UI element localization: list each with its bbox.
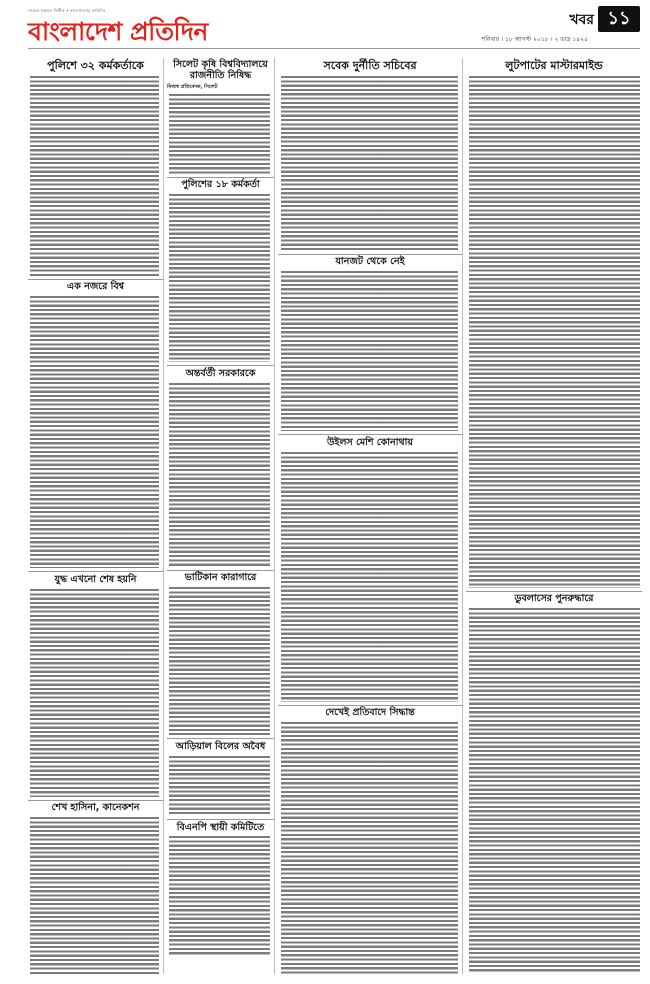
newspaper-logo: বাংলাদেশ প্রতিদিন xyxy=(28,17,208,46)
section-label: খবর xyxy=(569,12,594,28)
headline-wills: উইলস মেশি কোনাথায় xyxy=(327,436,413,448)
masthead-tagline: সত্যের সন্ধানে নির্ভীক • বাংলাদেশের প্রতিদিন xyxy=(28,8,106,13)
column-divider xyxy=(466,591,642,592)
headline-sylhet-agri-university: সিলেট কৃষি বিশ্ববিদ্যালয়ে রাজনীতি নিষিদ্ধ xyxy=(173,59,268,81)
article-body-arial-beel xyxy=(169,756,270,816)
column-divider xyxy=(28,800,163,801)
article-body-protest-decision xyxy=(281,722,458,974)
column-center xyxy=(278,58,463,974)
headline-war-not-over: যুদ্ধ এখনো শেষ হয়নি xyxy=(54,573,137,585)
article-body-war-not-over xyxy=(30,589,159,797)
article-body-bnp-standing-committee xyxy=(169,836,270,956)
dateline: শনিবার । ১৮ আগস্ট ২০১৮ । ২ ভাদ্র ১৪২৫ xyxy=(481,36,588,43)
masthead xyxy=(0,0,650,58)
column-divider xyxy=(28,571,163,572)
column-divider xyxy=(278,434,462,435)
byline-sylhet: নিজস্ব প্রতিবেদক, সিলেট xyxy=(167,83,218,90)
article-body-recovery xyxy=(469,608,640,973)
article-body-wills xyxy=(281,452,458,702)
article-body-vatican-prison xyxy=(169,587,270,735)
column-divider xyxy=(167,738,274,739)
column-divider xyxy=(167,365,274,366)
column-divider xyxy=(167,819,274,820)
article-body-sheikh-hasina xyxy=(30,817,159,974)
column-divider xyxy=(167,570,274,571)
column-divider xyxy=(28,279,163,280)
headline-arial-beel: আড়িয়াল বিলের অবৈধ xyxy=(175,740,266,752)
article-body-world-glance xyxy=(30,296,159,568)
article-body-traffic xyxy=(281,271,458,431)
headline-interim-government: অন্তর্বর্তী সরকারকে xyxy=(185,367,256,379)
column-left xyxy=(28,58,164,974)
headline-bnp-standing-committee: বিএনপি স্থায়ী কমিটিতে xyxy=(176,821,265,833)
page-number-badge: ১১ xyxy=(598,6,640,32)
headline-vatican-prison: ভাটিকান কারাগারে xyxy=(184,572,257,584)
masthead-rule xyxy=(28,48,640,49)
article-body-police-32 xyxy=(30,76,159,276)
headline-mastermind: লুটপাটের মাস্টারমাইন্ড xyxy=(505,59,603,72)
headline-protest-decision: দেখেই প্রতিবাদে সিদ্ধান্ত xyxy=(325,707,415,719)
headline-recovery: ডুবলাসের পুনরুদ্ধারে xyxy=(514,593,594,605)
article-body-sylhet xyxy=(169,94,270,174)
headline-police-18: পুলিশের ১৮ কর্মকর্তা xyxy=(181,179,260,191)
headline-police-32: পুলিশে ৩২ কর্মকর্তাকে xyxy=(47,59,144,72)
article-body-mastermind xyxy=(469,76,640,588)
article-body-interim-government xyxy=(169,383,270,567)
headline-world-glance: এক নজরে বিশ্ব xyxy=(66,281,125,293)
column-divider xyxy=(167,177,274,178)
headline-traffic: যানজট থেকে নেই xyxy=(335,256,405,268)
article-body-police-18 xyxy=(169,194,270,362)
headline-sheikh-hasina: শেখ হাসিনা, কানেকশন xyxy=(51,802,140,814)
column-right xyxy=(466,58,642,974)
column-divider xyxy=(278,705,462,706)
column-divider xyxy=(278,254,462,255)
headline-former-secretary: সবেক দুর্নীতি সচিবের xyxy=(323,59,417,72)
column-second xyxy=(167,58,275,974)
article-body-former-secretary xyxy=(281,76,458,251)
